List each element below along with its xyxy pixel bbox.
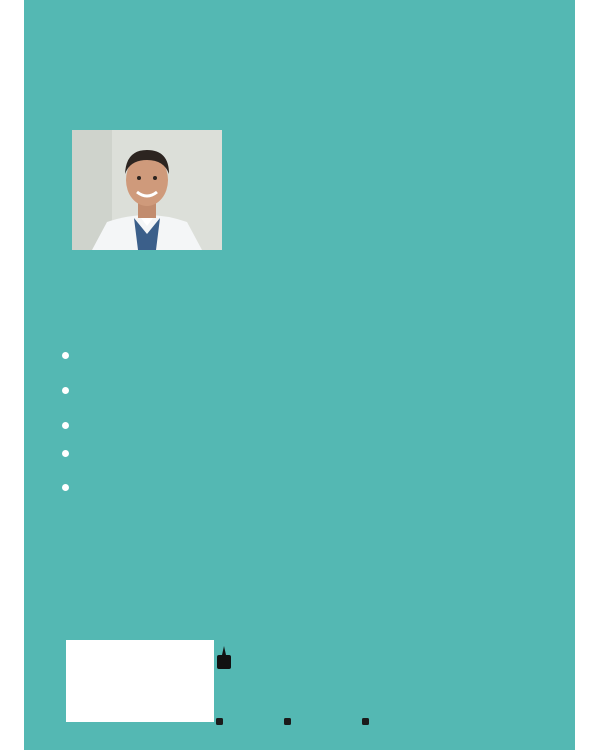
publisher-logo	[216, 646, 336, 676]
barcode-bars	[74, 655, 206, 709]
bullet-dot	[62, 387, 69, 394]
author-photo	[72, 130, 222, 250]
social-vk[interactable]	[284, 718, 293, 726]
isbn-barcode	[66, 640, 214, 722]
social-links	[216, 718, 456, 728]
bullet-dot	[62, 352, 69, 359]
instagram-icon	[362, 718, 369, 725]
book-back-cover	[24, 0, 575, 750]
vk-icon	[284, 718, 291, 725]
globe-icon	[216, 718, 223, 725]
bullet-dot	[62, 422, 69, 429]
top-teeth-illustration	[24, 0, 575, 100]
bullet-dot	[62, 450, 69, 457]
bombora-logo-icon	[216, 646, 232, 670]
bullet-dot	[62, 484, 69, 491]
social-website[interactable]	[216, 718, 225, 726]
social-instagram[interactable]	[362, 718, 371, 726]
